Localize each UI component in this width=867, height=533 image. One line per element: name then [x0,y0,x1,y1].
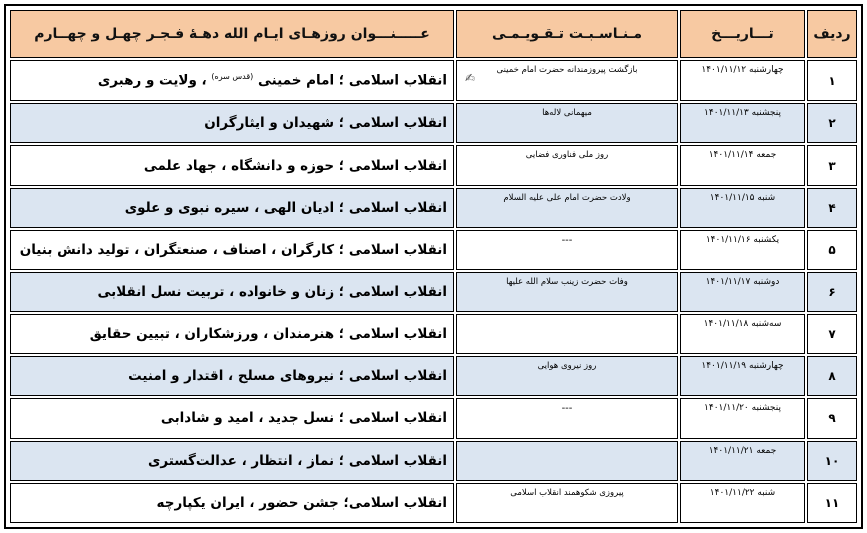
table-row [10,103,857,143]
row-occasion: ولادت حضرت امام علی علیه السلام [456,188,678,228]
occasion-text: بازگشت پیروزمندانه حضرت امام خمینی [496,65,638,75]
header-row-number: ردیف [807,10,857,58]
table-row [10,483,857,523]
table-row [10,356,857,396]
row-title: انقلاب اسلامی ؛ زنان و خانواده ، تربیت نسل انقلابی [10,272,454,312]
row-date: جمعه ۱۴۰۱/۱۱/۱۴ [680,145,805,185]
row-date: پنجشنبه ۱۴۰۱/۱۱/۱۳ [680,103,805,143]
row-occasion: میهمانی لاله‌ها [456,103,678,143]
row-title: انقلاب اسلامی ؛ کارگران ، اصناف ، صنعتگران ، تولید دانش بنیان [10,230,454,270]
row-date: شنبه ۱۴۰۱/۱۱/۲۲ [680,483,805,523]
row-title [10,60,454,101]
row-title: انقلاب اسلامی ؛ نماز ، انتظار ، عدالت‌گستری [10,441,454,481]
row-number: ۱۱ [807,483,857,523]
row-number: ۲ [807,103,857,143]
row-occasion: روز نیروی هوایی [456,356,678,396]
row-occasion: --- [456,230,678,270]
title-text: انقلاب اسلامی ؛ امام خمینی [257,72,447,89]
table-row [10,314,857,354]
header-row [10,10,857,58]
row-number: ۶ [807,272,857,312]
row-number: ۹ [807,398,857,438]
signature-icon: ✍ [465,71,476,85]
row-occasion [456,314,678,354]
row-title: انقلاب اسلامی ؛ ادیان الهی ، سیره نبوی و علوی [10,188,454,228]
row-date: چهارشنبه ۱۴۰۱/۱۱/۱۲ [680,60,805,101]
row-title: انقلاب اسلامی؛ جشن حضور ، ایران یکپارچه [10,483,454,523]
row-number: ۱۰ [807,441,857,481]
table-row [10,188,857,228]
row-number: ۱ [807,60,857,101]
row-title: انقلاب اسلامی ؛ نسل جدید ، امید و شادابی [10,398,454,438]
row-title: انقلاب اسلامی ؛ شهیدان و ایثارگران [10,103,454,143]
row-occasion: پیروزی شکوهمند انقلاب اسلامی [456,483,678,523]
row-title: انقلاب اسلامی ؛ نیروهای مسلح ، اقتدار و امنیت [10,356,454,396]
table-row [10,272,857,312]
title-tail: ، ولایت و رهبری [97,72,212,89]
row-number: ۸ [807,356,857,396]
row-title: انقلاب اسلامی ؛ هنرمندان ، ورزشکاران ، تبیین حقایق [10,314,454,354]
row-occasion: روز ملی فناوری فضایی [456,145,678,185]
schedule-table-frame [4,4,863,529]
row-date: پنجشنبه ۱۴۰۱/۱۱/۲۰ [680,398,805,438]
header-date: تـــاریـــخ [680,10,805,58]
table-row [10,230,857,270]
table-row [10,441,857,481]
row-occasion [456,441,678,481]
row-title: انقلاب اسلامی ؛ حوزه و دانشگاه ، جهاد علمی [10,145,454,185]
row-number: ۷ [807,314,857,354]
table-row [10,60,857,101]
row-date: شنبه ۱۴۰۱/۱۱/۱۵ [680,188,805,228]
table-row [10,145,857,185]
row-number: ۴ [807,188,857,228]
row-date: سه‌شنبه ۱۴۰۱/۱۱/۱۸ [680,314,805,354]
row-number: ۳ [807,145,857,185]
row-occasion: وفات حضرت زینب سلام الله علیها [456,272,678,312]
title-superscript: (قدس سره) [211,72,254,82]
header-title: عـــــنـــوان روزهـای ایـام الله دهـۀ فـجـر چهـل و چهــارم [10,10,454,58]
row-date: چهارشنبه ۱۴۰۱/۱۱/۱۹ [680,356,805,396]
row-occasion: --- [456,398,678,438]
row-date: جمعه ۱۴۰۱/۱۱/۲۱ [680,441,805,481]
table-row [10,398,857,438]
fajr-days-table [8,8,859,525]
row-number: ۵ [807,230,857,270]
header-occasion: مـنـاسـبـت تـقـویـمـی [456,10,678,58]
row-date: یکشنبه ۱۴۰۱/۱۱/۱۶ [680,230,805,270]
row-occasion [456,60,678,101]
row-date: دوشنبه ۱۴۰۱/۱۱/۱۷ [680,272,805,312]
